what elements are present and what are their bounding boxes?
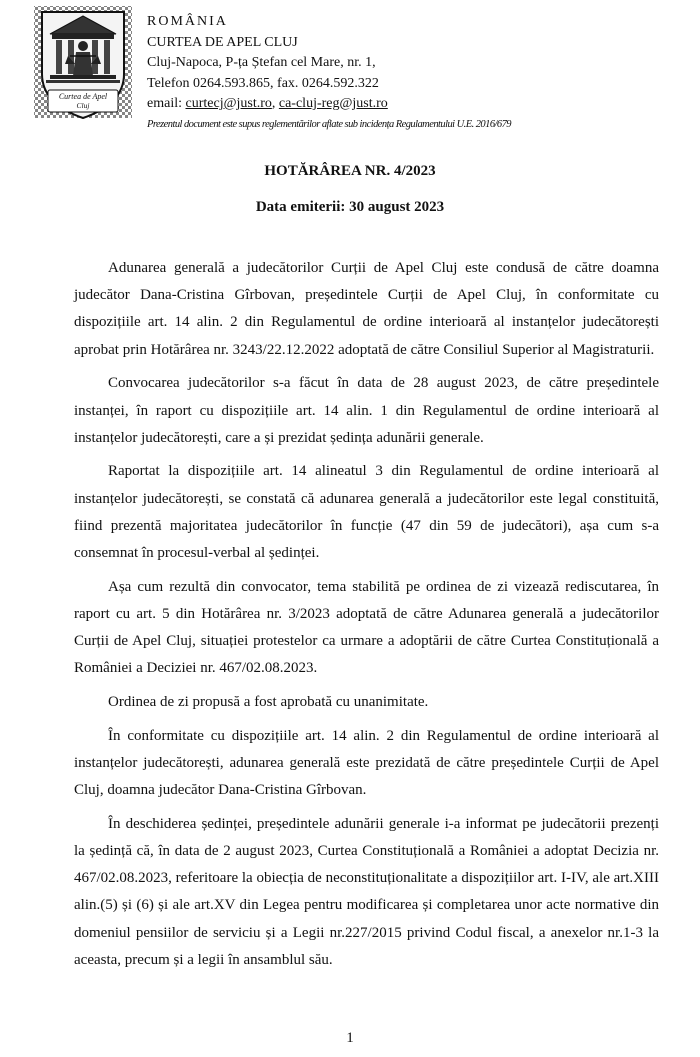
paragraph-6: În conformitate cu dispozițiile art. 14 alin. 2 din Regulamentul de ordine interioară al instanțelor judecătorești, adunarea generală este prezidată de către președintele Curții de Apel Cluj, doamna judecător Dana-Cristina Gîrbovan. [74,727,659,799]
letterhead [147,12,667,133]
paragraph-1: Adunarea generală a judecătorilor Curții de Apel Cluj este condusă de către doamna judecător Dana-Cristina Gîrbovan, președintele Curții de Apel Cluj, în conformitate cu dispozițiile art. 14 alin. 2 din Regulamentul de ordine interioară al instanțelor judecătorești aprobat prin Hotărârea nr. 3243/22.12.2022 adoptată de către Consiliul Superior al Magistraturii. [74,260,659,358]
letterhead-institution: CURTEA DE APEL CLUJ [147,34,298,50]
email-label: email: [147,96,186,111]
letterhead-email-line [147,94,667,115]
issue-date: Data emiterii: 30 august 2023 [255,199,445,215]
gdpr-notice: Prezentul document este supus reglementărilor aflate sub incidența Regulamentului U.E. 2016/679 [147,118,511,130]
letterhead-country: ROMÂNIA [147,14,228,29]
paragraph-3: Raportat la dispozițiile art. 14 alineatul 3 din Regulamentul de ordine interioară al instanțelor judecătorești, se constată că adunarea generală a judecătorilor este legal constituită, fiind prezentă majoritatea judecătorilor în funcție (47 din 59 de judecători), așa cum s-a consemnat în procesul-verbal al ședinței. [74,463,659,562]
paragraph-5: Ordinea de zi propusă a fost aprobată cu unanimitate. [108,694,429,711]
paragraph-4: Așa cum rezultă din convocator, tema stabilită pe ordinea de zi vizează rediscutarea, în raport cu art. 5 din Hotărârea nr. 3/2023 adoptată de către Adunarea generală a judecătorilor Curții de Apel Cluj, situației protestelor ca urmare a adoptării de către Curtea Constituțională a României a Deciziei nr. 467/02.08.2023. [74,578,659,677]
letterhead-phone-fax: Telefon 0264.593.865, fax. 0264.592.322 [147,75,379,91]
paragraph-2: Convocarea judecătorilor s-a făcut în data de 28 august 2023, de către președintele instanței, în raport cu dispozițiile art. 14 alin. 1 din Regulamentul de ordine interioară al instanțelor judecătorești, care a și prezidat ședința adunării generale. [74,375,659,446]
court-logo [32,4,134,122]
email-link-curtecj[interactable]: curtecj@just.ro [185,96,272,111]
paragraph-7: În deschiderea ședinței, președintele adunării generale i-a informat pe judecătorii prezenți la ședință că, în data de 2 august 2023, Curtea Constituțională a României a adoptat Decizia nr. 467/02.08.2023, referitoare la obiecția de neconstituționalitate a dispozițiilor art. I-IV, ale art.XIII alin.(5) și (6) și ale art.XV din Legea pentru modificarea și completarea unor acte normative din domeniul pensiilor de serviciu și a Legii nr.227/2015 privind Codul fiscal, a anexelor nr.1-3 la aceasta, precum și a legii în ansamblul său. [74,815,659,968]
logo-label-line2: Cluj [76,101,90,110]
email-link-registry[interactable]: ca-cluj-reg@just.ro [278,96,388,111]
logo-label-line1: Curtea de Apel [58,92,108,101]
document-title: HOTĂRÂREA NR. 4/2023 [264,163,436,179]
email-separator: , [271,96,279,111]
document-body [74,255,659,981]
letterhead-address: Cluj-Napoca, P-ța Ștefan cel Mare, nr. 1, [147,55,376,70]
page-number: 1 [346,1030,354,1046]
